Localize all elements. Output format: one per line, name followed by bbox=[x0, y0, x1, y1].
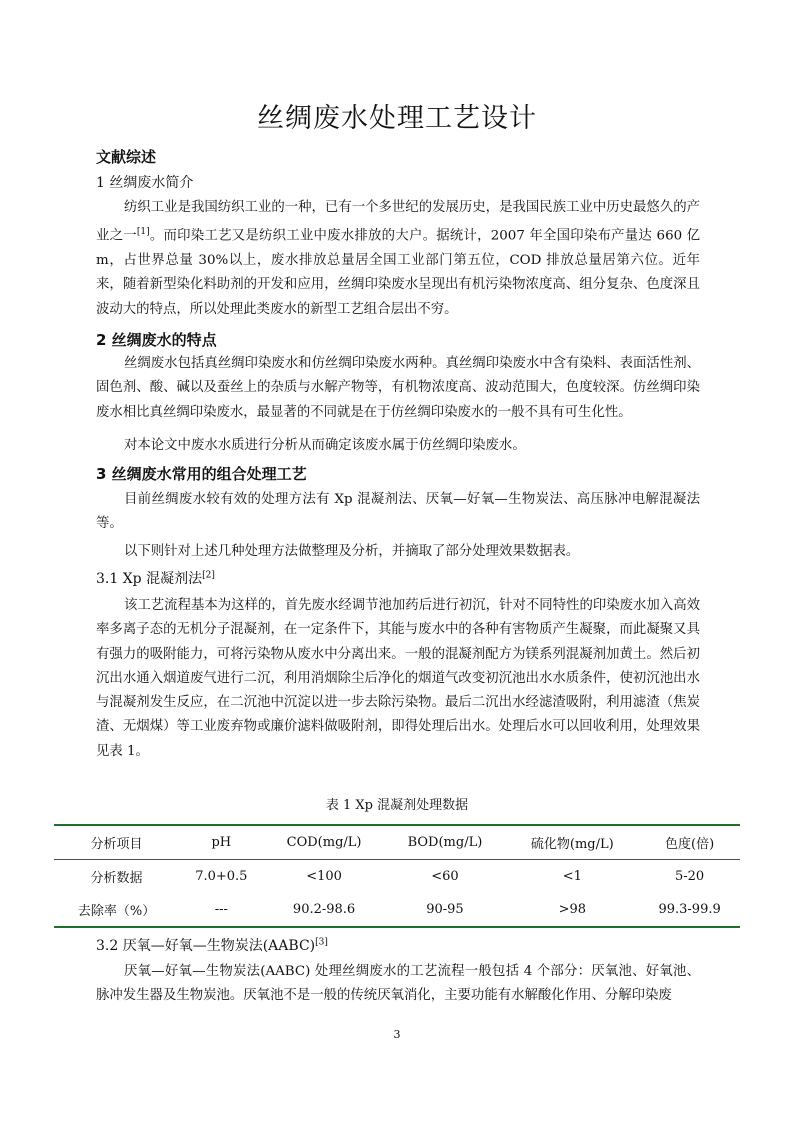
table-row bbox=[54, 893, 740, 927]
heading-3-1 bbox=[96, 568, 215, 588]
paragraph-3-2-body: 厌氧—好氧—生物炭法(AABC) 处理丝绸废水的工艺流程一般包括 4 个部分：厌氧池、好氧池、脉冲发生器及生物炭池。厌氧池不是一般的传统厌氧消化，主要功能有水解酸化作用、分解印染废 bbox=[96, 964, 700, 1004]
p1-text: 纺织工业是我国纺织工业的一种，已有一个多世纪的发展历史，是我国民族工业中历史最悠久的产业之一 bbox=[96, 200, 700, 244]
heading-1: 1 丝绸废水简介 bbox=[96, 175, 194, 191]
table-cell: <100 bbox=[306, 869, 342, 884]
table-cell: 分析数据 bbox=[90, 871, 143, 886]
header-cell: 分析项目 bbox=[54, 825, 179, 860]
header-cell: BOD(mg/L) bbox=[385, 825, 506, 860]
table-cell: <1 bbox=[562, 869, 582, 884]
table-cell: <60 bbox=[431, 869, 459, 884]
heading-2: 2 丝绸废水的特点 bbox=[96, 331, 217, 349]
citation-3: [3] bbox=[315, 937, 328, 948]
table-cell: >98 bbox=[505, 893, 639, 927]
heading-3-2 bbox=[96, 935, 328, 955]
paragraph-1-1 bbox=[96, 196, 700, 322]
paragraph-3-1: 目前丝绸废水较有效的处理方法有 Xp 混凝剂法、厌氧—好氧—生物炭法、高压脉冲电解混凝法等。 bbox=[96, 492, 700, 532]
heading-3-2-text: 3.2 厌氧—好氧—生物炭法(AABC) bbox=[96, 938, 316, 954]
table-cell: 90-95 bbox=[385, 893, 506, 927]
table-cell: 99.3-99.9 bbox=[639, 893, 740, 927]
table-cell: 5-20 bbox=[675, 869, 705, 884]
table-header-row bbox=[54, 825, 740, 860]
heading-3: 3 丝绸废水常用的组合处理工艺 bbox=[96, 465, 307, 483]
header-cell: pH bbox=[179, 825, 263, 860]
data-table bbox=[54, 824, 740, 928]
table-cell: 去除率（%） bbox=[54, 893, 179, 927]
citation-2: [2] bbox=[202, 570, 215, 581]
header-cell: COD(mg/L) bbox=[264, 825, 385, 860]
heading-3-1-text: 3.1 Xp 混凝剂法 bbox=[96, 571, 203, 587]
document-title: 丝绸废水处理工艺设计 bbox=[257, 103, 537, 134]
paragraph-2-1: 丝绸废水包括真丝绸印染废水和仿丝绸印染废水两种。真丝绸印染废水中含有染料、表面活性剂、固色剂、酸、碱以及蚕丝上的杂质与水解产物等，有机物浓度高、波动范围大，色度较深。仿丝绸印染废水相比真丝绸印染废水，最显著的不同就是在于仿丝绸印染废水的一般不具有可生化性。 bbox=[96, 356, 700, 420]
table-row bbox=[54, 860, 740, 894]
section-literature-review: 文献综述 bbox=[96, 148, 157, 166]
table-cell: 7.0+0.5 bbox=[195, 869, 248, 884]
paragraph-3-2: 以下则针对上述几种处理方法做整理及分析，并摘取了部分处理效果数据表。 bbox=[124, 544, 580, 559]
paragraph-2-2: 对本论文中废水水质进行分析从而确定该废水属于仿丝绸印染废水。 bbox=[124, 438, 526, 453]
table-cell: --- bbox=[179, 893, 263, 927]
paragraph-3-1-body: 该工艺流程基本为这样的，首先废水经调节池加药后进行初沉，针对不同特性的印染废水加入高效率多离子态的无机分子混凝剂，在一定条件下，其能与废水中的各种有害物质产生凝聚，而此凝聚又具有强力的吸附能力，可将污染物从废水中分离出来。一般的混凝剂配方为镁系列混凝剂加黄土。然后初沉出水通入烟道废气进行二沉，利用消烟除尘后净化的烟道气改变初沉池出水水质条件，使初沉池出水与混凝剂发生反应，在二沉池中沉淀以进一步去除污染物。最后二沉出水经滤渣吸附，利用滤渣（焦炭渣、无烟煤）等工业废弃物或廉价滤料做吸附剂，即得处理后出水。处理后水可以回收利用，处理效果见表 1。 bbox=[96, 598, 700, 759]
table-cell: 90.2-98.6 bbox=[264, 893, 385, 927]
citation-1: [1] bbox=[136, 227, 150, 238]
p1-rest: 。而印染工艺又是纺织工业中废水排放的大户。据统计，2007 年全国印染布产量达 660 亿 m，占世界总量 30%以上，废水排放总量居全国工业部门第五位，COD 排放总量居第六位。近年来，随着新型染化料助剂的开发和应用，丝绸印染废水呈现出有机污染物浓度高、组分复杂、色度深且波动大的特点，所以处理此类废水的新型工艺组合层出不穷。 bbox=[96, 228, 700, 317]
header-cell: 色度(倍) bbox=[639, 825, 740, 860]
page-number: 3 bbox=[393, 1028, 401, 1041]
header-cell: 硫化物(mg/L) bbox=[505, 825, 639, 860]
table-caption: 表 1 Xp 混凝剂处理数据 bbox=[325, 798, 469, 813]
